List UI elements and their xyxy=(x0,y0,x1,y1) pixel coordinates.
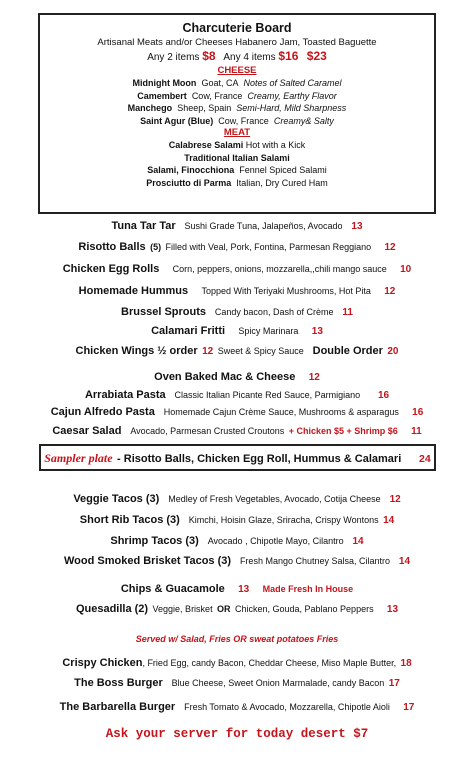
any4-label: Any 4 items xyxy=(223,52,276,63)
cheese-item: Manchego Sheep, Spain Semi-Hard, Mild Sharpness xyxy=(127,103,347,113)
menu-item-caesar: Caesar Salad Avocado, Parmesan Crusted Croutons + Chicken $5 + Shrimp $6 11 xyxy=(52,425,422,437)
cheese-item: Saint Agur (Blue) Cow, France Creamy& Salty xyxy=(140,115,334,126)
menu-item-crispy-chicken: Crispy Chicken, Fried Egg, candy Bacon, Cheddar Cheese, Miso Maple Butter, 18 xyxy=(62,657,412,669)
menu-item-calamari: Calamari Fritti Spicy Marinara 13 xyxy=(151,325,323,337)
meat-item: Calabrese Salami Hot with a Kick xyxy=(168,140,306,150)
menu-item-tuna: Tuna Tar Tar Sushi Grade Tuna, Jalapeños, Avocado 13 xyxy=(111,220,363,232)
menu-item-mac: Oven Baked Mac & Cheese 12 xyxy=(154,371,320,383)
menu-item-veggie-tacos: Veggie Tacos (3) Medley of Fresh Vegetables, Avocado, Cotija Cheese 12 xyxy=(73,493,401,505)
menu-item-shortrib-tacos: Short Rib Tacos (3) Kimchi, Hoisin Glaze, Sriracha, Crispy Wontons 14 xyxy=(79,514,395,526)
menu-item-quesadilla: Quesadilla (2) Veggie, Brisket OR Chicken, Gouda, Pablano Peppers 13 xyxy=(75,603,399,615)
menu-item-barbarella-burger: The Barbarella Burger Fresh Tomato & Avocado, Mozzarella, Chipotle Aioli 17 xyxy=(59,701,415,713)
menu-item-alfredo: Cajun Alfredo Pasta Homemade Cajun Crème Sauce, Mushrooms & asparagus 16 xyxy=(50,406,424,418)
menu-item-sprouts: Brussel Sprouts Candy bacon, Dash of Crème 11 xyxy=(121,306,353,318)
cheese-item: Midnight Moon Goat, CA Notes of Salted Caramel xyxy=(132,78,342,88)
menu-item-eggroll: Chicken Egg Rolls Corn, peppers, onions, mozzarella,,chili mango sauce 10 xyxy=(62,263,412,275)
sampler-plate xyxy=(39,444,436,471)
meat-heading: MEAT xyxy=(223,127,251,138)
cheese-heading: CHEESE xyxy=(217,65,257,76)
menu-item-risotto: Risotto Balls (5) Filled with Veal, Pork, Fontina, Parmesan Reggiano 12 xyxy=(78,241,396,253)
charcuterie-pricing xyxy=(40,49,434,65)
meat-item: Prosciutto di Parma Italian, Dry Cured Ham xyxy=(146,177,328,188)
charcuterie-subtitle: Artisanal Meats and/or Cheeses Habanero Jam, Toasted Baguette xyxy=(97,37,377,48)
sampler-desc: - Risotto Balls, Chicken Egg Roll, Hummus & Calamari xyxy=(117,453,402,465)
meat-item: Traditional Italian Salami xyxy=(184,152,290,163)
charcuterie-title: Charcuterie Board xyxy=(182,21,292,35)
any2-price: $8 xyxy=(202,49,216,63)
any4-price: $16 xyxy=(278,49,299,63)
menu-item-brisket-tacos: Wood Smoked Brisket Tacos (3) Fresh Mango Chutney Salsa, Cilantro 14 xyxy=(63,555,411,567)
any2-label: Any 2 items xyxy=(147,52,200,63)
menu-item-arrabiata: Arrabiata Pasta Classic Italian Picante Red Sauce, Parmigiano 16 xyxy=(84,389,390,401)
menu-item-wings: Chicken Wings ½ order 12 Sweet & Spicy Sauce Double Order 20 xyxy=(75,345,399,357)
charcuterie-section xyxy=(38,13,436,214)
cheese-item: Camembert Cow, France Creamy, Earthy Flavor xyxy=(137,90,337,101)
all-price: $23 xyxy=(306,49,327,63)
sampler-price: 24 xyxy=(419,453,431,465)
sampler-label: Sampler plate xyxy=(44,451,113,465)
menu-item-boss-burger: The Boss Burger Blue Cheese, Sweet Onion Marmalade, candy Bacon 17 xyxy=(74,677,400,689)
meat-item: Salami, Finocchiona Fennel Spiced Salami xyxy=(147,165,327,175)
menu-item-hummus: Homemade Hummus Topped With Teriyaki Mushrooms, Hot Pita 12 xyxy=(78,285,396,297)
menu-item-chips: Chips & Guacamole 13 Made Fresh In House xyxy=(120,583,354,595)
dessert-note: Ask your server for today desert $7 xyxy=(105,727,369,741)
menu-item-shrimp-tacos: Shrimp Tacos (3) Avocado , Chipotle Mayo, Cilantro 14 xyxy=(110,535,364,547)
served-note: Served w/ Salad, Fries OR sweat potatoes Fries xyxy=(135,634,339,644)
